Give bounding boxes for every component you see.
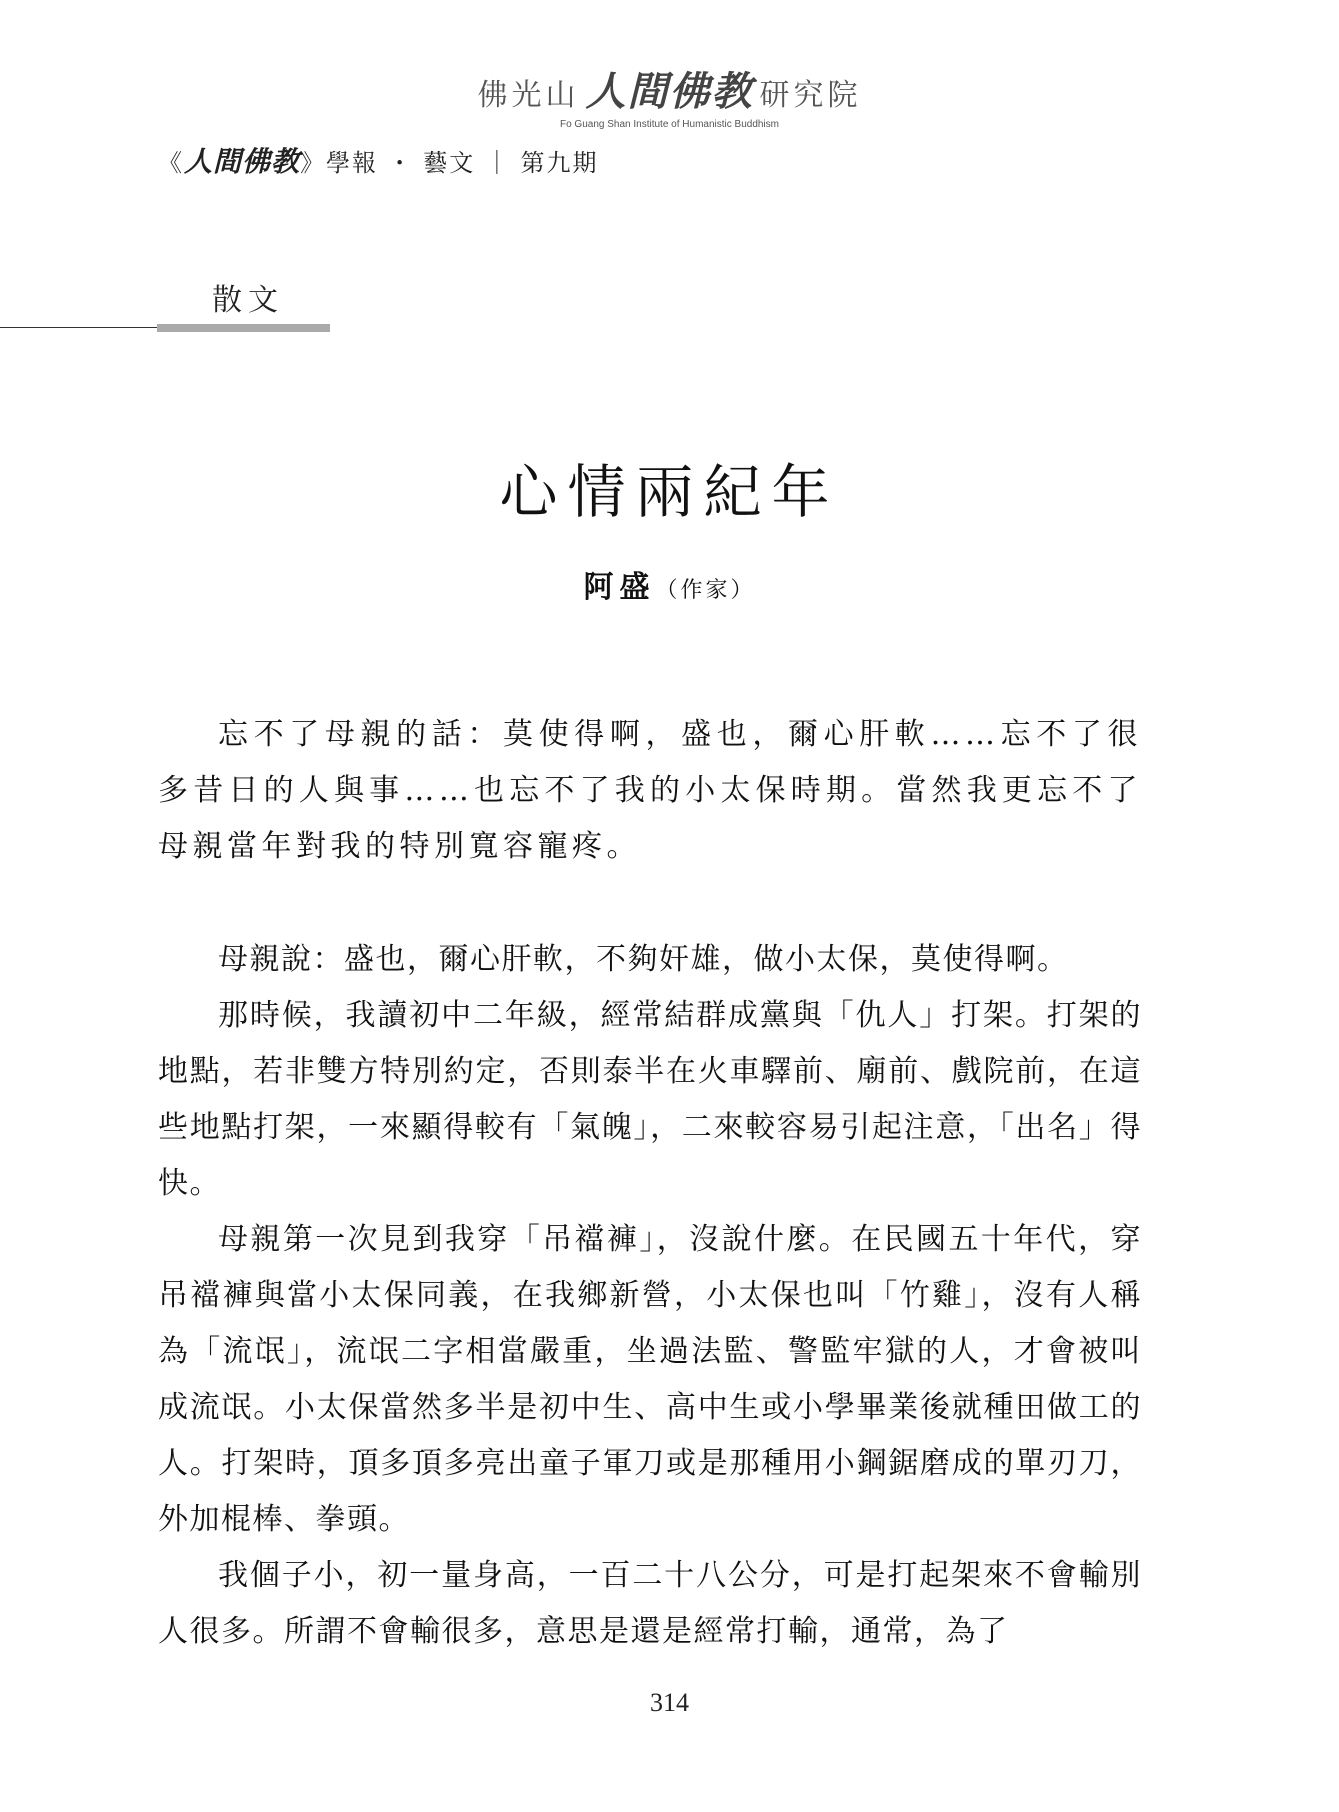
running-head [158, 140, 599, 180]
intro-paragraph: 忘不了母親的話：莫使得啊，盛也，爾心肝軟……忘不了很多昔日的人與事……也忘不了我的小太保時期。當然我更忘不了母親當年對我的特別寬容寵疼。 [158, 717, 1142, 864]
section-label: 散文 [212, 283, 284, 318]
body-paragraph: 我個子小，初一量身高，一百二十八公分，可是打起架來不會輸別人很多。所謂不會輸很多，意思是還是經常打輸，通常，為了 [158, 1558, 1142, 1649]
institute-suffix: 研究院 [759, 78, 862, 113]
section-rule-bar [157, 324, 330, 332]
running-head-open-quote: 《 [158, 149, 184, 177]
journal-brand: 人間佛教 [184, 145, 301, 178]
institute-header [0, 60, 1339, 130]
running-head-rest: 學報 ・ 藝文 ｜ 第九期 [326, 149, 599, 177]
author-name: 阿盛 [583, 570, 656, 605]
page-number: 314 [650, 1688, 689, 1717]
author-note: （作家） [655, 578, 756, 603]
body-paragraph: 那時候，我讀初中二年級，經常結群成黨與「仇人」打架。打架的地點，若非雙方特別約定，否則泰半在火車驛前、廟前、戲院前，在這些地點打架，一來顯得較有「氣魄」，二來較容易引起注意，「出名」得快。 [158, 998, 1142, 1201]
body-paragraph: 母親說：盛也，爾心肝軟，不夠奸雄，做小太保，莫使得啊。 [218, 942, 1069, 977]
institute-brand-logo: 人間佛教 [585, 69, 754, 115]
article-author [0, 562, 1339, 606]
body-paragraph: 母親第一次見到我穿「吊襠褲」，沒說什麼。在民國五十年代，穿吊襠褲與當小太保同義，在我鄉新營，小太保也叫「竹雞」，沒有人稱為「流氓」，流氓二字相當嚴重，坐過法監、警監牢獄的人，才會被叫成流氓。小太保當然多半是初中生、高中生或小學畢業後就種田做工的人。打架時，頂多頂多亮出童子軍刀或是那種用小鋼鋸磨成的單刃刀，外加棍棒、拳頭。 [158, 1222, 1142, 1537]
article-title: 心情兩紀年 [499, 458, 840, 526]
running-head-close-quote: 》 [300, 149, 327, 177]
body-text [158, 932, 1142, 1660]
institute-name-cn [0, 60, 1339, 117]
institute-name-en: Fo Guang Shan Institute of Humanistic Buddhism [559, 119, 779, 130]
institute-prefix: 佛光山 [477, 78, 580, 113]
intro-block [158, 707, 1142, 875]
